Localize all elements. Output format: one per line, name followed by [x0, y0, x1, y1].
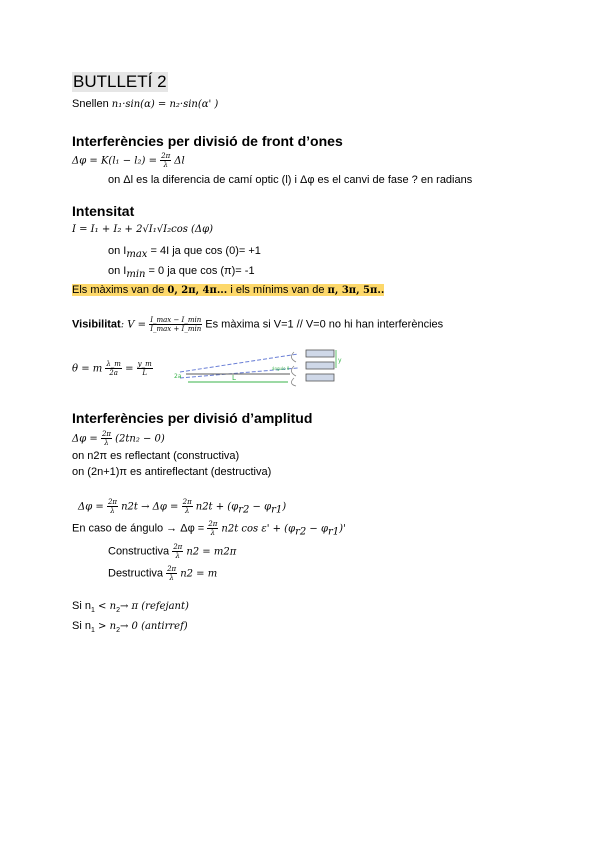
heading-amplitud: Interferències per divisió d’amplitud: [72, 410, 313, 426]
wavefronts: [291, 352, 296, 386]
angle-equation: En caso de ángulo → Δφ = $\frac{2\pi}{\lambda}$ n2t $\cos \varepsilon' + (\varphi_{r2} - \varphi_{r1})'$: [72, 520, 346, 538]
phase-equation: [72, 152, 185, 169]
heading-front-ones: Interferències per divisió de front d’ones: [72, 133, 343, 149]
heading-intensitat: Intensitat: [72, 203, 135, 219]
visibilitat-line: Visibilitat: V = $\frac{I\_\max - I\_\min}{I\_\max + I\_\min}$ Es màxima si V=1 // V=0 no hi han interferències: [72, 316, 444, 333]
screen-band-1: [306, 350, 334, 357]
label-angle: ángulo θ: [272, 366, 290, 371]
visibilitat-label: Visibilitat: [72, 318, 121, 331]
double-slit-diagram: [168, 346, 348, 388]
visibility-fraction: $\frac{I\_\max - I\_\min}{I\_\max + I\_\min}$: [150, 316, 202, 333]
si-refejant-line: Si $n_1 < n_2\to \pi$ (refejant): [72, 600, 189, 615]
antireflectant-line: on (2n+1)π es antireflectant (destructiva): [72, 466, 272, 478]
phase-eq-rhs: Δl: [174, 155, 185, 167]
snellen-line: [72, 98, 218, 110]
theta-equation: θ = m $\frac{\lambda\_m}{2a}$ = $\frac{y\_m}{L}$: [72, 360, 152, 377]
phase-note: on Δl es la diferencia de camí optic (l) i Δφ es el canvi de fase ? en radians: [108, 174, 473, 186]
label-y: y: [338, 357, 342, 364]
two-pi-over-lambda: $\frac{2\pi}{\lambda}$: [161, 152, 171, 169]
reflectant-line: on n2π es reflectant (constructiva): [72, 450, 240, 462]
imax-line: on $I_{max} = 4I$ ja que cos (0)= +1: [108, 245, 261, 261]
intensity-equation: I = I₁ + I₂ + 2√I₁√I₂cos (Δφ): [72, 224, 214, 235]
label-2a: 2a: [174, 373, 182, 380]
imin-line: on $I_{min} = 0$ ja que cos (π)= -1: [108, 265, 255, 281]
page-title: BUTLLETÍ 2: [73, 72, 167, 91]
snellen-formula: n₁·sin(α) = n₂·sin(α' ): [111, 99, 219, 110]
visibility-text: Es màxima si V=1 // V=0 no hi han interferències: [205, 318, 444, 331]
screen-band-3: [306, 374, 334, 381]
amplitude-equation: Δφ = $\frac{2\pi}{\lambda}$ (2tn₂ − 0): [72, 430, 165, 447]
phase-eq-lhs: Δφ = K(l₁ − l₂) =: [72, 155, 161, 167]
snellen-label: Snellen: [72, 98, 109, 110]
label-L: L: [232, 374, 236, 382]
destructiva-line: Destructiva $\frac{2\pi}{\lambda}$ n2 = m: [108, 565, 218, 582]
constructiva-line: Constructiva $\frac{2\pi}{\lambda}$ n2 = m2π: [108, 543, 237, 560]
maxims-minims-highlight: Els màxims van de 0, 2π, 4π... i els mínims van de π, 3π, 5π..: [72, 284, 385, 296]
si-antirref-line: Si $n_1 > n_2\to 0$ (antirref): [72, 620, 188, 635]
phase-chain-equation: Δφ = $\frac{2\pi}{\lambda}$ n2t → Δφ = $\frac{2\pi}{\lambda}$ $n2t + (\varphi_{r2} - \varphi_{r1})$: [78, 498, 287, 516]
screen-band-2: [306, 362, 334, 369]
